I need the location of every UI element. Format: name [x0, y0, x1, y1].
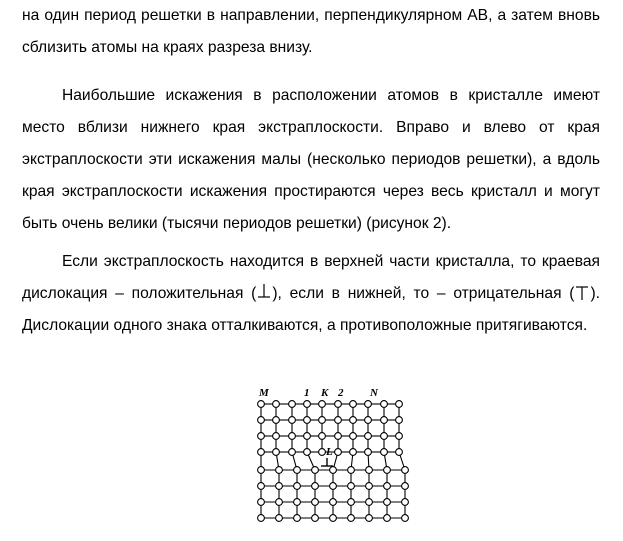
lattice-atom [258, 467, 265, 474]
lattice-atom [294, 467, 301, 474]
lattice-atom [312, 515, 319, 522]
lattice-atom [384, 515, 391, 522]
lattice-atom [335, 433, 342, 440]
label-k: K [321, 387, 329, 399]
dislocation-symbol [321, 458, 333, 466]
lattice-atom [273, 401, 280, 408]
lattice-atom [350, 449, 357, 456]
lattice-atom [384, 483, 391, 490]
lattice-atom [258, 449, 265, 456]
lattice-atom [384, 467, 391, 474]
lattice-atom [402, 499, 409, 506]
label-l: L [326, 446, 333, 458]
lattice-atom [330, 515, 337, 522]
lattice-atom [258, 483, 265, 490]
lattice-atom [258, 499, 265, 506]
lattice-atom [312, 483, 319, 490]
lattice-atom [402, 483, 409, 490]
lattice-atom [294, 515, 301, 522]
lattice-atom [276, 499, 283, 506]
lattice-atom [276, 515, 283, 522]
lattice-atom [312, 467, 319, 474]
lattice-atom [396, 449, 403, 456]
paragraph-1: на один период решетки в направлении, перпендикулярном АВ, а затем вновь сблизить атомы на краях разреза внизу. [22, 7, 600, 56]
lattice-atom [348, 499, 355, 506]
paragraph-3 [22, 246, 600, 342]
lattice-atom [273, 433, 280, 440]
lattice-atom [365, 433, 372, 440]
lattice-atom [304, 417, 311, 424]
lattice-atom [365, 417, 372, 424]
lattice-atom [304, 449, 311, 456]
lattice-atom [366, 483, 373, 490]
lattice-atom [402, 515, 409, 522]
lattice-atom [304, 401, 311, 408]
lattice-atom [335, 417, 342, 424]
lattice-atom [366, 467, 373, 474]
lattice-atom [258, 433, 265, 440]
lattice-atom [319, 449, 326, 456]
label-n: N [370, 387, 378, 399]
paragraph-2: Наибольшие искажения в расположении атомов в кристалле имеют место вблизи нижнего края экстраплоскости. Вправо и влево от края экстраплоскости эти искажения малы (несколько периодов решетки), а вдоль края экстраплоскости искажения простираются через весь кристалл и могут быть очень велики (тысячи периодов решетки) (рисунок 2). [22, 87, 600, 232]
lattice-atom [381, 433, 388, 440]
positive-dislocation-icon [256, 283, 272, 301]
lattice-atom [294, 499, 301, 506]
lattice-atom [289, 433, 296, 440]
paragraph-3-text-2: ), если в нижней, то – отрицательная ( [272, 285, 575, 302]
lattice-atom [289, 401, 296, 408]
lattice-atom [258, 515, 265, 522]
paragraph-3-text-3: ). Дислокации одного знака отталкиваются, а противоположные притягиваются. [22, 285, 600, 334]
lattice-atom [294, 483, 301, 490]
lattice-atom [381, 449, 388, 456]
label-2: 2 [338, 387, 344, 399]
paragraph-3-text-1: Если экстраплоскость находится в верхней части кристалла, то краевая дислокация – положительная ( [22, 253, 600, 302]
lattice-atom [350, 401, 357, 408]
lattice-atom [381, 401, 388, 408]
lattice-atom [366, 499, 373, 506]
lattice-atom [381, 417, 388, 424]
lattice-atom [350, 417, 357, 424]
lattice-atom [402, 467, 409, 474]
lattice-atom [335, 449, 342, 456]
lattice-diagram [246, 382, 416, 532]
lattice-atom [350, 433, 357, 440]
lattice-atom [366, 515, 373, 522]
lattice-atom [335, 401, 342, 408]
lattice-atom [396, 433, 403, 440]
lattice-atom [319, 401, 326, 408]
lattice-atom [330, 467, 337, 474]
negative-dislocation-icon [574, 283, 590, 301]
lattice-atom [312, 499, 319, 506]
lattice-atom [384, 499, 391, 506]
edge-dislocation-lattice-figure [246, 382, 416, 532]
lattice-atom [273, 449, 280, 456]
lattice-atom [289, 417, 296, 424]
lattice-atom [348, 515, 355, 522]
lattice-atom [319, 433, 326, 440]
lattice-atom [289, 449, 296, 456]
lattice-atom [365, 449, 372, 456]
lattice-atom [276, 483, 283, 490]
lattice-atom [348, 467, 355, 474]
lattice-atom [396, 417, 403, 424]
lattice-atom [273, 417, 280, 424]
lattice-atom [276, 467, 283, 474]
lattice-atom [304, 433, 311, 440]
lattice-atom [365, 401, 372, 408]
lattice-atom [319, 417, 326, 424]
lattice-atom [396, 401, 403, 408]
label-1: 1 [304, 387, 310, 399]
label-m: M [259, 387, 269, 399]
lattice-atom [348, 483, 355, 490]
lattice-atom [330, 483, 337, 490]
lattice-atom [330, 499, 337, 506]
lattice-atom [258, 401, 265, 408]
lattice-atom [258, 417, 265, 424]
